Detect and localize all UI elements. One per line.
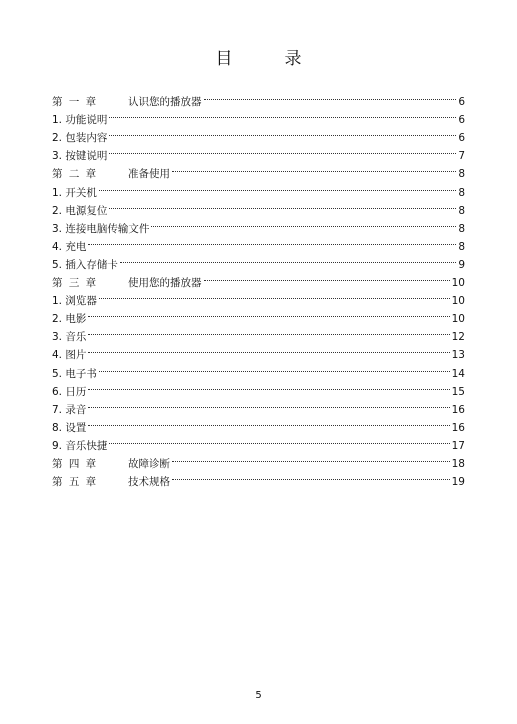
toc-section-entry[interactable]	[52, 232, 465, 253]
page-title-part-1: 目	[215, 49, 233, 69]
toc-entry-title: 9. 音乐快捷	[52, 439, 108, 452]
toc-page-number: 8	[458, 240, 465, 253]
toc-entry-label	[52, 129, 107, 147]
toc-section-entry[interactable]	[52, 250, 465, 271]
toc-page-number: 13	[451, 349, 465, 362]
dot-leader	[109, 123, 456, 141]
toc-entry-title: 1. 浏览器	[52, 295, 97, 308]
toc-entry-title: 技术规格	[128, 476, 170, 489]
toc-section-entry[interactable]	[52, 196, 465, 217]
toc-page-number: 10	[451, 295, 465, 308]
toc-entry-label	[52, 184, 97, 202]
page-number: 5	[255, 690, 262, 701]
toc-entry-title: 4. 充电	[52, 240, 87, 253]
dot-leader	[172, 449, 450, 467]
toc-page-number: 6	[458, 132, 465, 145]
toc-page-number: 6	[458, 114, 465, 127]
toc-entry-title: 6. 日历	[52, 385, 87, 398]
toc-page-number: 8	[458, 222, 465, 235]
toc-entry-title: 2. 包装内容	[52, 132, 108, 145]
dot-leader	[88, 340, 449, 358]
toc-chapter-entry[interactable]	[52, 87, 465, 109]
toc-chapter-number: 第 三 章	[52, 277, 97, 290]
toc-page-number: 9	[458, 258, 465, 271]
table-of-contents	[52, 87, 465, 489]
toc-section-entry[interactable]	[52, 286, 465, 308]
page-title-part-2: 录	[284, 49, 302, 69]
dot-leader	[109, 105, 456, 123]
toc-entry-title: 1. 功能说明	[52, 114, 108, 127]
page-title	[0, 44, 517, 69]
toc-entry-title: 准备使用	[128, 168, 170, 181]
toc-entry-label	[52, 202, 107, 220]
dot-leader	[88, 232, 456, 250]
toc-section-entry[interactable]	[52, 358, 465, 380]
toc-page-number: 8	[458, 168, 465, 181]
toc-section-entry[interactable]	[52, 395, 465, 416]
dot-leader	[88, 395, 449, 413]
toc-page-number: 17	[451, 439, 465, 452]
dot-leader	[99, 358, 450, 376]
toc-entry-label	[52, 256, 118, 274]
toc-entry-label	[52, 455, 170, 473]
toc-section-entry[interactable]	[52, 141, 465, 163]
toc-entry-title: 1. 开关机	[52, 186, 97, 199]
toc-page-number: 19	[451, 476, 465, 489]
toc-entry-title: 3. 按键说明	[52, 150, 108, 163]
toc-page-number: 15	[451, 385, 465, 398]
toc-entry-title: 使用您的播放器	[128, 277, 202, 290]
toc-entry-title: 故障诊断	[128, 457, 170, 470]
toc-chapter-number: 第 一 章	[52, 96, 97, 109]
toc-entry-label	[52, 238, 86, 256]
toc-section-entry[interactable]	[52, 123, 465, 145]
toc-section-entry[interactable]	[52, 214, 465, 235]
toc-entry-title: 8. 设置	[52, 421, 87, 434]
toc-page-number: 6	[458, 96, 465, 109]
toc-section-entry[interactable]	[52, 304, 465, 326]
dot-leader	[204, 268, 450, 286]
dot-leader	[120, 250, 456, 268]
toc-entry-title: 2. 电源复位	[52, 204, 108, 217]
toc-page-number: 18	[451, 457, 465, 470]
dot-leader	[88, 413, 449, 431]
toc-entry-label	[52, 419, 86, 437]
dot-leader	[88, 322, 449, 340]
toc-entry-label	[52, 310, 86, 328]
toc-entry-title: 5. 电子书	[52, 367, 97, 380]
toc-chapter-number: 第 四 章	[52, 457, 97, 470]
dot-leader	[151, 214, 456, 232]
toc-entry-label	[52, 437, 107, 455]
toc-entry-label	[52, 383, 86, 401]
dot-leader	[204, 87, 457, 105]
toc-page-number: 10	[451, 313, 465, 326]
toc-chapter-number: 第 二 章	[52, 168, 97, 181]
toc-entry-title: 4. 图片	[52, 349, 87, 362]
toc-section-entry[interactable]	[52, 377, 465, 398]
toc-chapter-entry[interactable]	[52, 159, 465, 181]
toc-entry-label	[52, 328, 86, 346]
toc-section-entry[interactable]	[52, 105, 465, 127]
toc-section-entry[interactable]	[52, 340, 465, 362]
toc-entry-label	[52, 346, 86, 364]
dot-leader	[99, 177, 456, 195]
dot-leader	[88, 377, 449, 395]
toc-section-entry[interactable]	[52, 431, 465, 452]
toc-page-number: 14	[451, 367, 465, 380]
toc-entry-title: 3. 音乐	[52, 331, 87, 344]
toc-entry-title: 2. 电影	[52, 313, 87, 326]
dot-leader	[109, 431, 449, 449]
toc-entry-label	[52, 111, 107, 129]
toc-section-entry[interactable]	[52, 322, 465, 344]
dot-leader	[172, 159, 456, 177]
toc-entry-label	[52, 147, 107, 165]
toc-chapter-number: 第 五 章	[52, 476, 97, 489]
toc-section-entry[interactable]	[52, 413, 465, 434]
toc-entry-title: 7. 录音	[52, 403, 87, 416]
toc-page-number: 8	[458, 204, 465, 217]
toc-entry-title: 3. 连接电脑传输文件	[52, 222, 150, 235]
toc-entry-label	[52, 401, 86, 419]
toc-page-number: 10	[451, 277, 465, 290]
toc-chapter-entry[interactable]	[52, 449, 465, 470]
dot-leader	[172, 467, 450, 485]
dot-leader	[88, 304, 449, 322]
toc-page-number: 7	[458, 150, 465, 163]
toc-page-number: 8	[458, 186, 465, 199]
dot-leader	[109, 196, 456, 214]
toc-section-entry[interactable]	[52, 177, 465, 199]
toc-page-number: 12	[451, 331, 465, 344]
dot-leader	[109, 141, 456, 159]
toc-page-number: 16	[451, 421, 465, 434]
toc-entry-label	[52, 473, 170, 491]
toc-page-number: 16	[451, 403, 465, 416]
dot-leader	[99, 286, 450, 304]
toc-entry-title: 5. 插入存储卡	[52, 258, 118, 271]
toc-entry-title: 认识您的播放器	[128, 96, 202, 109]
